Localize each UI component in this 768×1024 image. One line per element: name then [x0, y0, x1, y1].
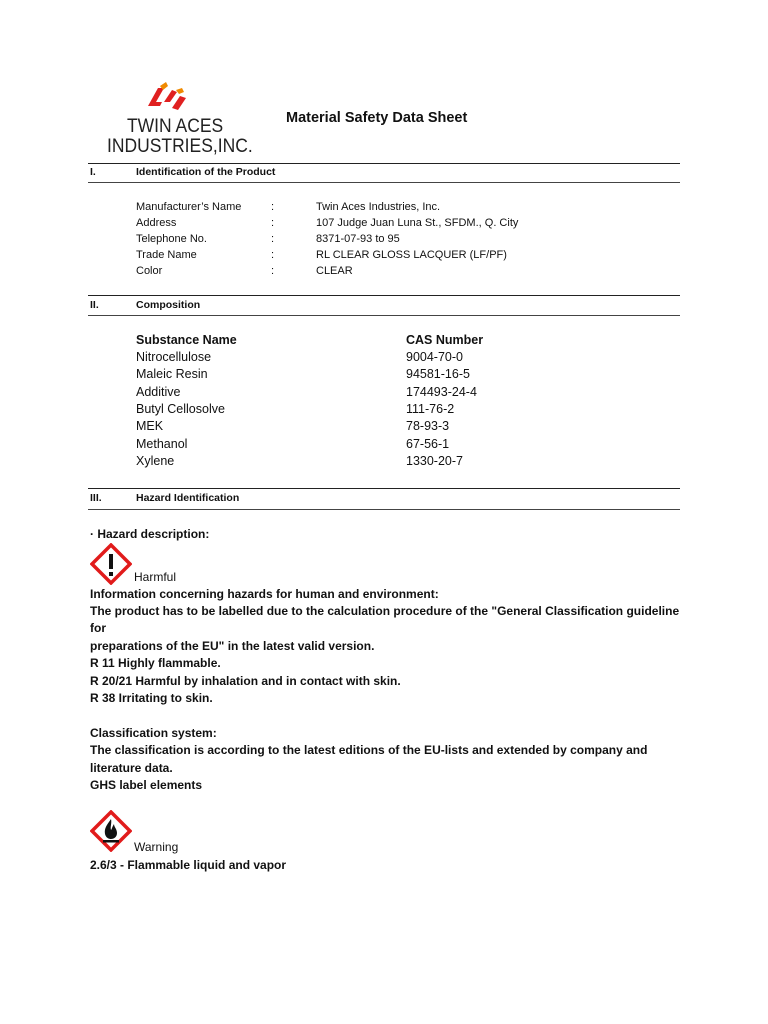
company-name-line1: TWIN ACES — [127, 116, 224, 137]
substance-name: Maleic Resin — [136, 367, 208, 381]
field-separator: : — [271, 249, 275, 261]
field-label: Address — [136, 217, 177, 229]
twin-aces-logo-icon — [146, 82, 190, 112]
cas-number: 174493-24-4 — [406, 385, 477, 399]
section-title: Hazard Identification — [136, 492, 240, 504]
classification-text: literature data. — [90, 761, 173, 775]
field-separator: : — [271, 217, 275, 229]
flammable-statement: 2.6/3 - Flammable liquid and vapor — [90, 858, 287, 872]
substance-name: Nitrocellulose — [136, 350, 212, 364]
section-number: III. — [90, 492, 102, 504]
field-label: Telephone No. — [136, 233, 207, 245]
section-divider — [88, 163, 680, 164]
column-header-substance: Substance Name — [136, 333, 237, 347]
cas-number: 78-93-3 — [406, 419, 450, 433]
cas-number: 67-56-1 — [406, 437, 450, 451]
hazard-description-label: · Hazard description: — [90, 527, 210, 541]
section-title: Identification of the Product — [136, 166, 276, 178]
cas-number: 9004-70-0 — [406, 350, 463, 364]
cas-number: 94581-16-5 — [406, 367, 470, 381]
cas-number: 1330-20-7 — [406, 454, 463, 468]
field-label: Color — [136, 265, 163, 277]
field-value: Twin Aces Industries, Inc. — [316, 201, 441, 213]
ghs-label-heading: GHS label elements — [90, 778, 203, 792]
cas-number: 111-76-2 — [406, 402, 455, 416]
page-title: Material Safety Data Sheet — [286, 110, 468, 126]
field-value: 8371-07-93 to 95 — [316, 233, 400, 245]
section-divider — [88, 295, 680, 296]
hazard-text-line: The product has to be labelled due to the calculation procedure of the "General Classification guideline — [90, 604, 680, 618]
hazard-text-line: preparations of the EU" in the latest valid version. — [90, 639, 375, 653]
substance-name: Methanol — [136, 437, 188, 451]
field-value: CLEAR — [316, 265, 353, 277]
section-title: Composition — [136, 299, 201, 311]
classification-text: The classification is according to the latest editions of the EU-lists and extended by company and — [90, 743, 648, 757]
substance-name: Xylene — [136, 454, 175, 468]
section-divider — [88, 509, 680, 510]
field-separator: : — [271, 233, 275, 245]
column-header-cas: CAS Number — [406, 333, 484, 347]
company-name-line2: INDUSTRIES,INC. — [107, 136, 253, 157]
exclamation-hazard-icon — [90, 543, 132, 585]
field-value: 107 Judge Juan Luna St., SFDM., Q. City — [316, 217, 519, 229]
section-divider — [88, 182, 680, 183]
section-number: II. — [90, 299, 99, 311]
section-divider — [88, 488, 680, 489]
section-number: I. — [90, 166, 96, 178]
substance-name: Butyl Cellosolve — [136, 402, 225, 416]
info-heading: Information concerning hazards for human and environment: — [90, 587, 439, 601]
field-label: Manufacturer’s Name — [136, 201, 242, 213]
section-divider — [88, 315, 680, 316]
field-separator: : — [271, 201, 275, 213]
harmful-label: Harmful — [134, 570, 177, 584]
classification-heading: Classification system: — [90, 726, 217, 740]
field-label: Trade Name — [136, 249, 197, 261]
warning-label: Warning — [134, 840, 179, 854]
substance-name: MEK — [136, 419, 164, 433]
field-value: RL CLEAR GLOSS LACQUER (LF/PF) — [316, 249, 507, 261]
risk-phrase: R 20/21 Harmful by inhalation and in contact with skin. — [90, 674, 401, 688]
risk-phrase: R 38 Irritating to skin. — [90, 691, 213, 705]
flame-hazard-icon — [90, 810, 132, 852]
field-separator: : — [271, 265, 275, 277]
substance-name: Additive — [136, 385, 181, 399]
hazard-text-line: for — [90, 621, 106, 635]
risk-phrase: R 11 Highly flammable. — [90, 656, 221, 670]
